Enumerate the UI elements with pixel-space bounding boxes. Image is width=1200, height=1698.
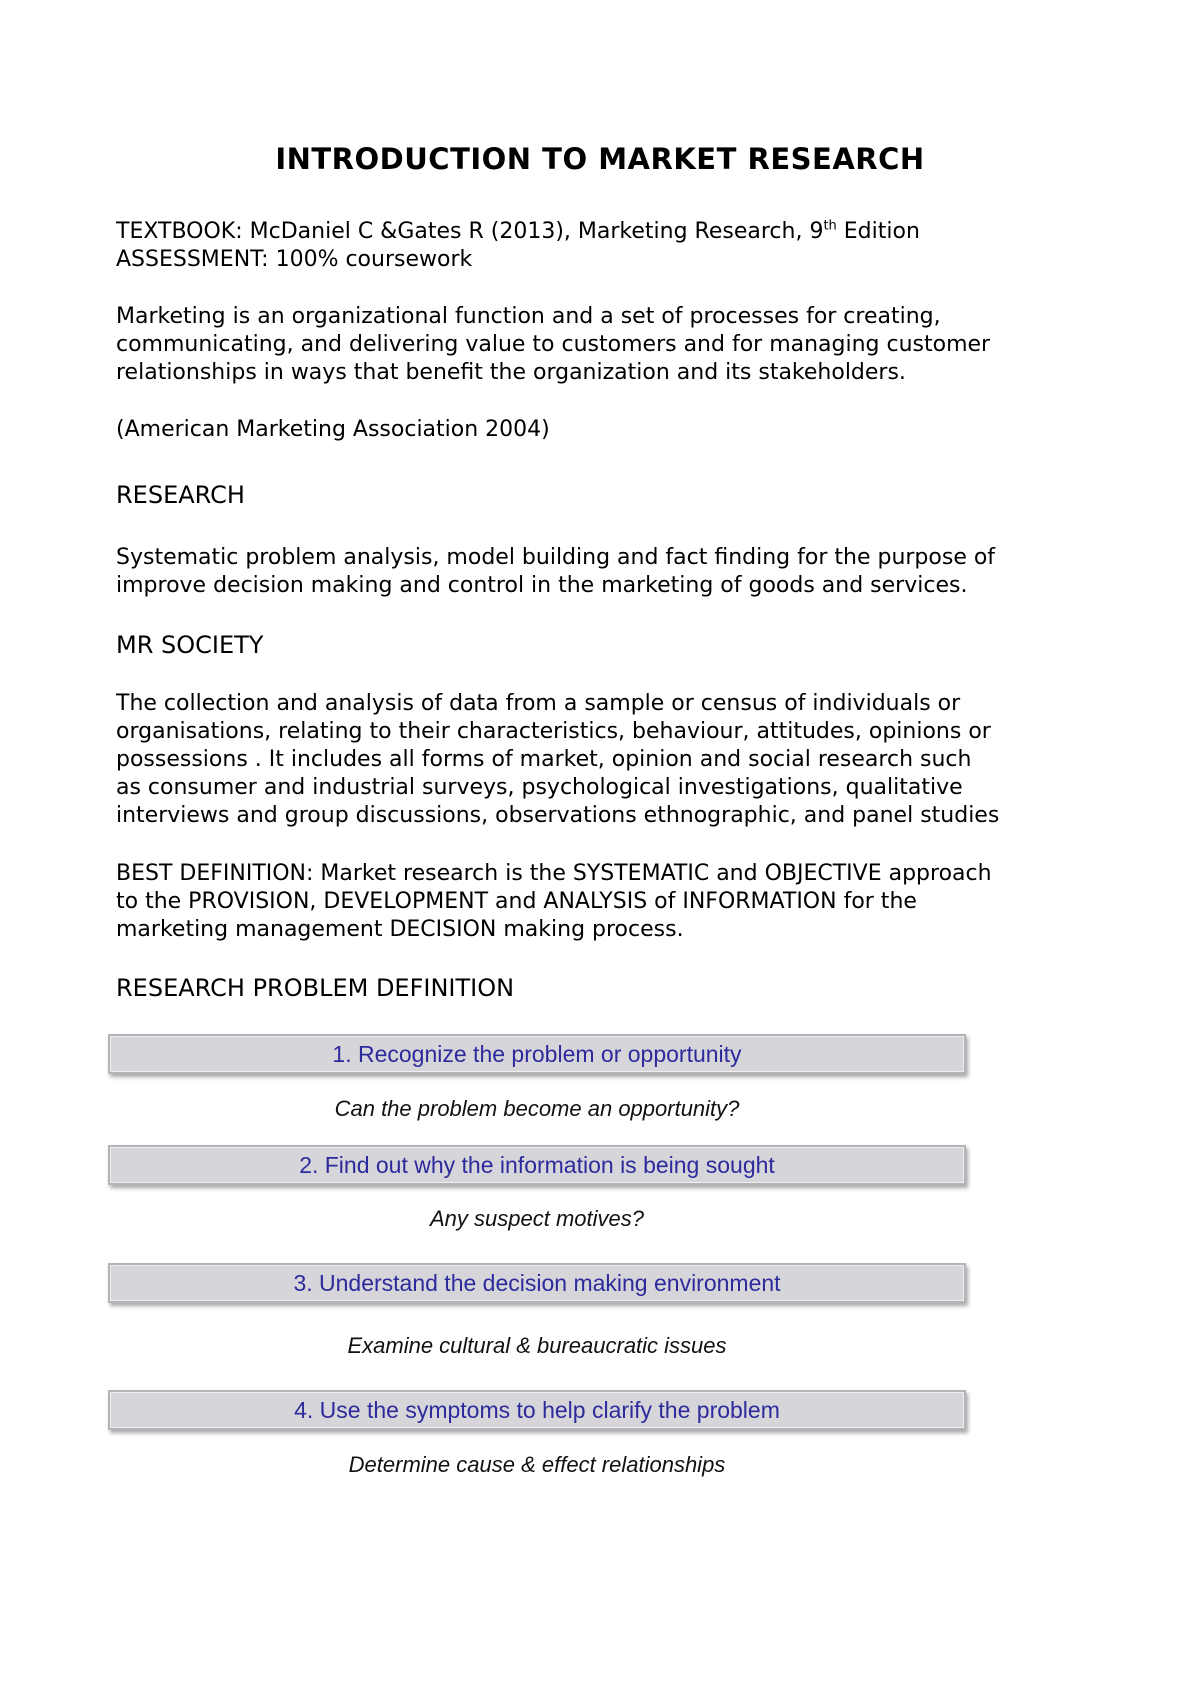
edition-superscript: th (823, 218, 837, 234)
mr-society-definition-line: possessions . It includes all forms of market, opinion and social research such (116, 747, 972, 772)
mr-society-definition-line: The collection and analysis of data from a sample or census of individuals or (116, 691, 961, 716)
step-2-caption: Any suspect motives? (430, 1206, 644, 1231)
research-definition-line: improve decision making and control in the marketing of goods and services. (116, 573, 968, 598)
textbook-line (116, 218, 1116, 246)
step-1-caption: Can the problem become an opportunity? (334, 1096, 740, 1121)
textbook-text: TEXTBOOK: McDaniel C &Gates R (2013), Marketing Research, 9 (116, 219, 824, 244)
mr-society-definition (116, 690, 1116, 830)
best-definition-line: BEST DEFINITION: Market research is the SYSTEMATIC and OBJECTIVE approach (116, 861, 992, 886)
best-definition (116, 860, 1116, 944)
mr-society-definition-line: organisations, relating to their characteristics, behaviour, attitudes, opinions or (116, 719, 991, 744)
ama-citation: (American Marketing Association 2004) (116, 417, 550, 442)
marketing-definition-line: Marketing is an organizational function and a set of processes for creating, (116, 304, 941, 329)
best-definition-line: to the PROVISION, DEVELOPMENT and ANALYSIS of INFORMATION for the (116, 889, 917, 914)
mr-society-definition-line: as consumer and industrial surveys, psychological investigations, qualitative (116, 775, 963, 800)
research-definition-line: Systematic problem analysis, model building and fact finding for the purpose of (116, 545, 996, 570)
marketing-definition-line: relationships in ways that benefit the organization and its stakeholders. (116, 360, 906, 385)
step-1-box: 1. Recognize the problem or opportunity (108, 1034, 966, 1074)
research-definition (116, 544, 1116, 600)
step-3-caption: Examine cultural & bureaucratic issues (347, 1333, 727, 1358)
problem-definition-heading: RESEARCH PROBLEM DEFINITION (116, 974, 515, 1002)
marketing-definition (116, 303, 1116, 387)
document-title: INTRODUCTION TO MARKET RESEARCH (275, 142, 925, 176)
assessment-line: ASSESSMENT: 100% coursework (116, 247, 473, 272)
marketing-definition-line: communicating, and delivering value to customers and for managing customer (116, 332, 991, 357)
textbook-suffix: Edition (836, 219, 920, 244)
step-3-box: 3. Understand the decision making environment (108, 1263, 966, 1303)
mr-society-definition-line: interviews and group discussions, observations ethnographic, and panel studies (116, 803, 1000, 828)
research-heading: RESEARCH (116, 481, 245, 509)
step-4-caption: Determine cause & effect relationships (348, 1452, 726, 1477)
mr-society-heading: MR SOCIETY (116, 631, 264, 659)
best-definition-line: marketing management DECISION making process. (116, 917, 684, 942)
step-2-box: 2. Find out why the information is being sought (108, 1145, 966, 1185)
step-4-box: 4. Use the symptoms to help clarify the problem (108, 1390, 966, 1430)
